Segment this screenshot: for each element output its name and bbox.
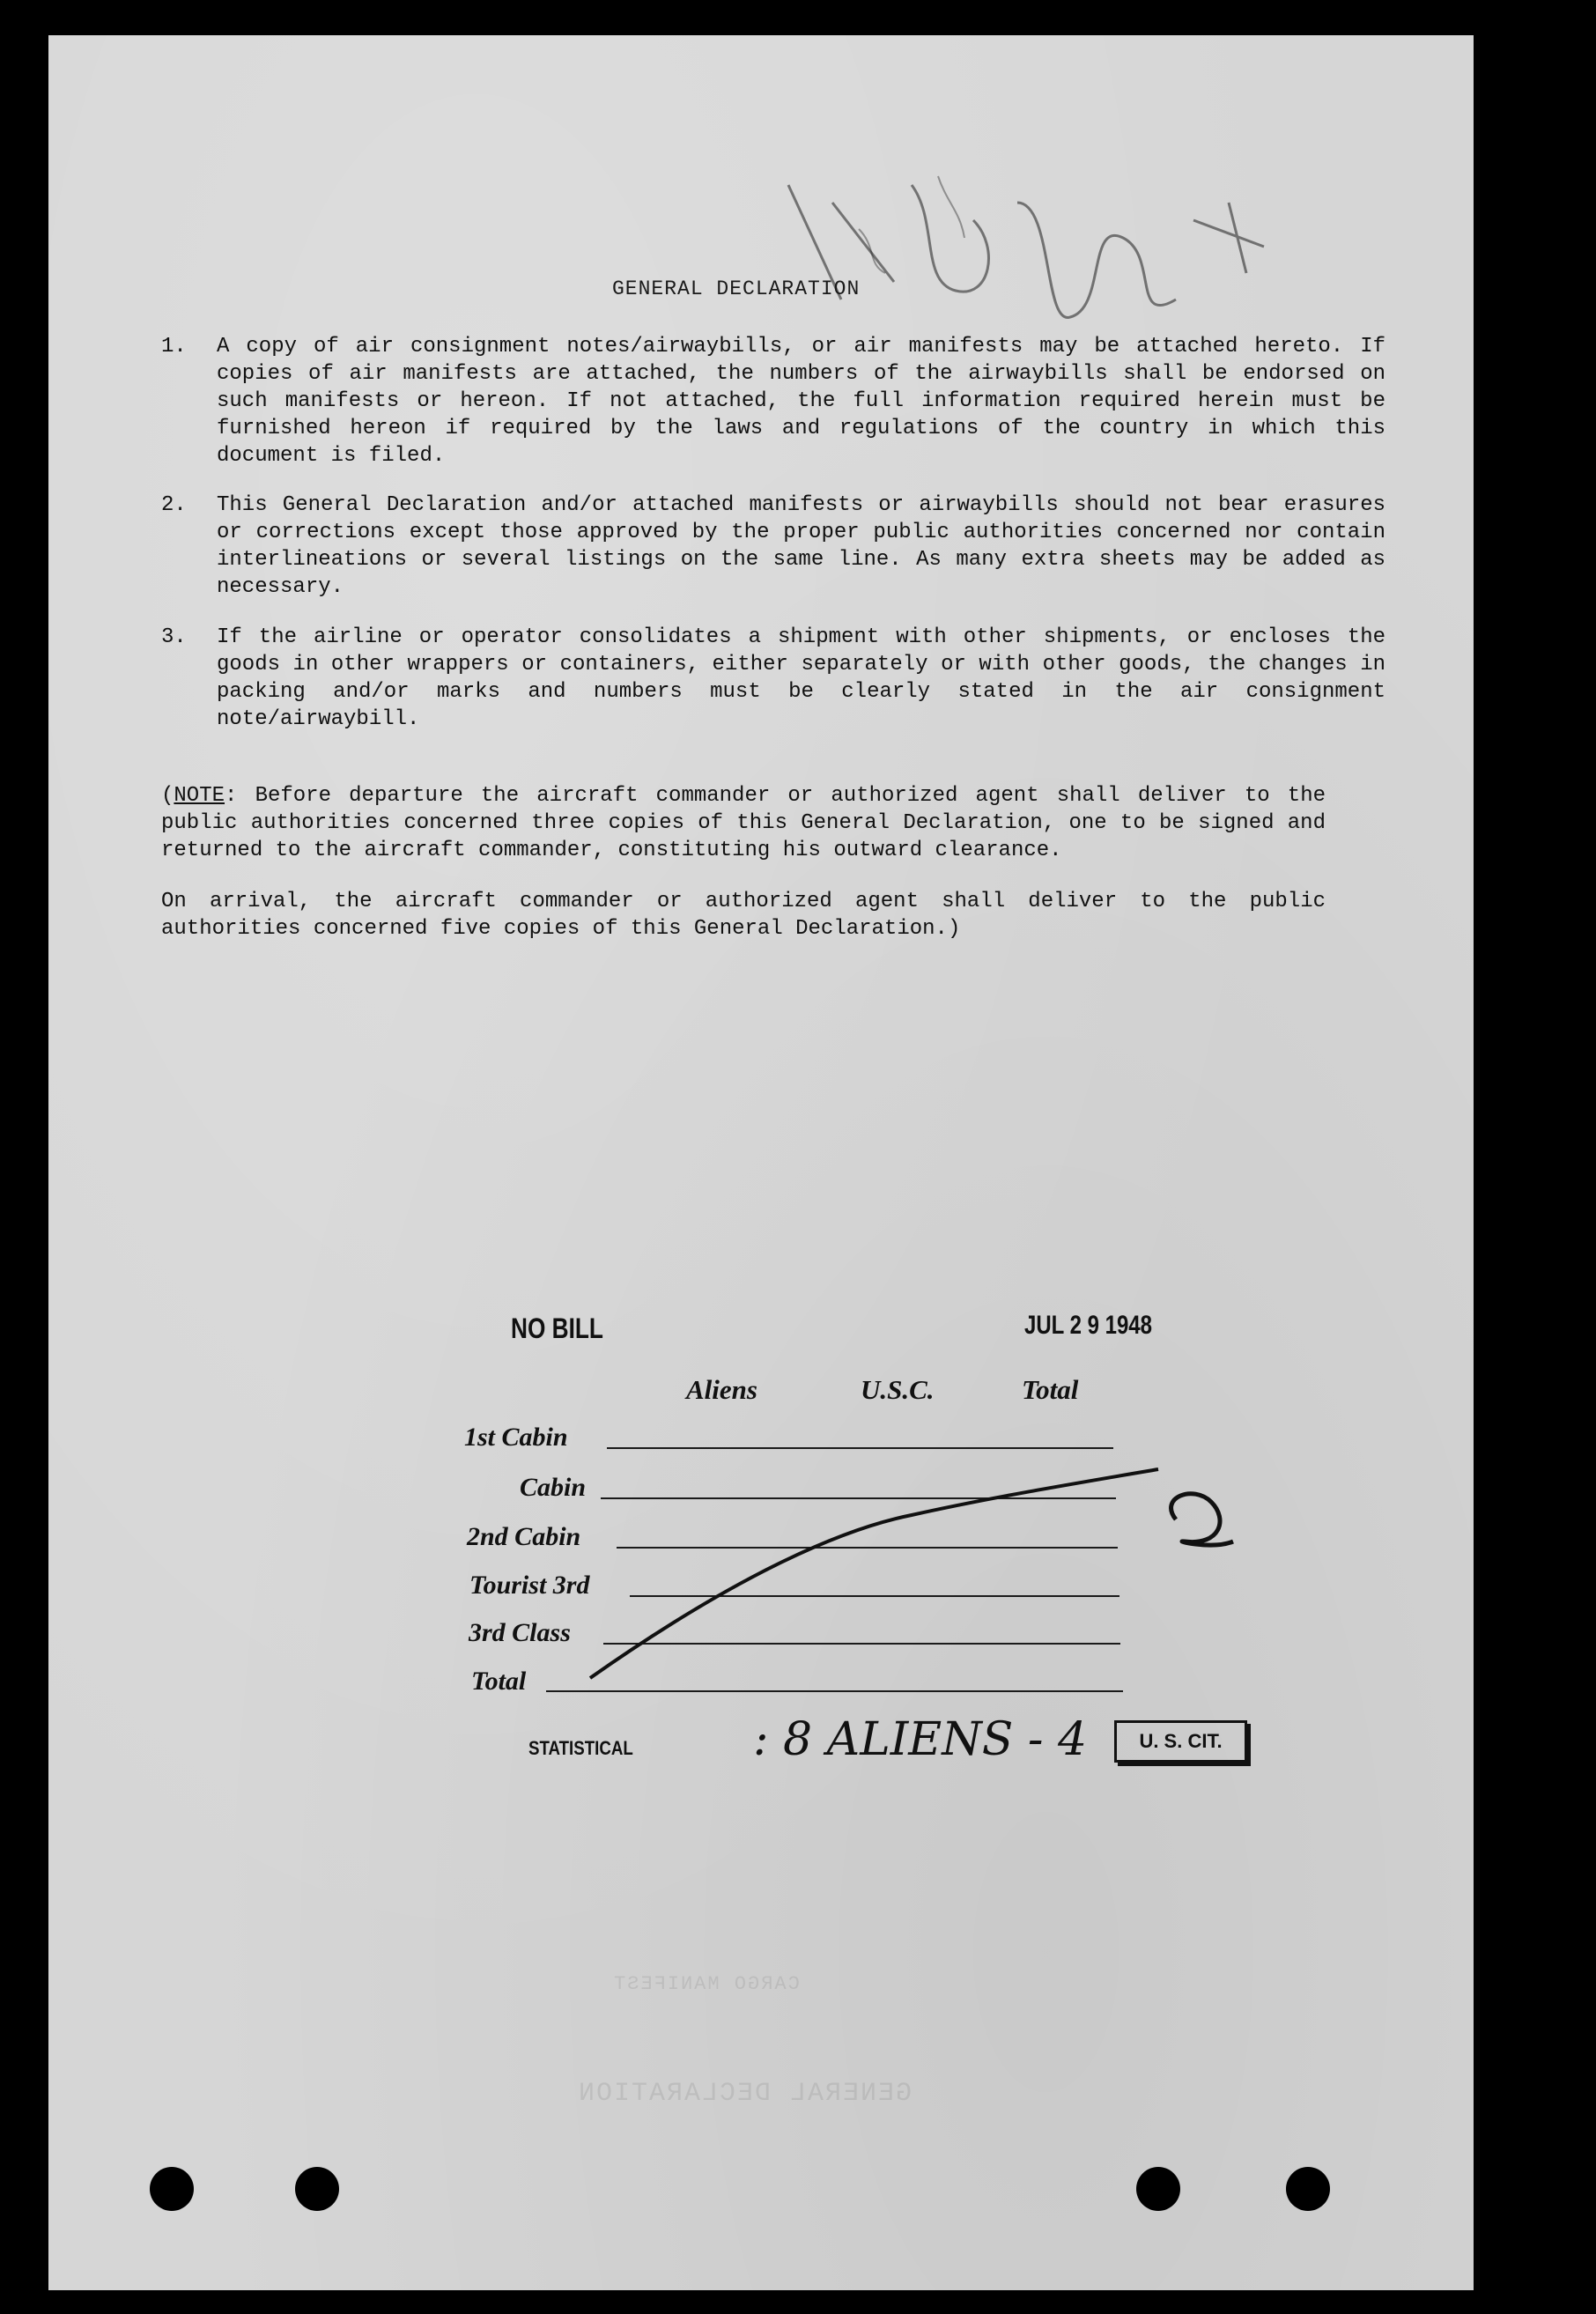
punch-hole [1286,2167,1330,2211]
handwritten-strike-line [577,1445,1193,1709]
column-header-usc: U.S.C. [861,1374,935,1405]
bleed-through-text: GENERAL DECLARATION [577,2079,913,2109]
signature-scribble [735,150,1299,352]
item-text: If the airline or operator consolidates a shipment with other shipments, or encloses the goods in other wrappers or containers, either separately or with other goods, the changes in packing and/or marks and numbers must be clearly stated in the air consignment note/airwaybill. [217,625,1385,731]
us-cit-stamp: U. S. CIT. [1114,1720,1247,1763]
note-paren: ( [161,784,174,808]
punch-hole [295,2167,339,2211]
note-text: : Before departure the aircraft commander or authorized agent shall deliver to the public authorities concerned three copies of this General Declaration, one to be signed and returned to the aircraft commander, constituting his outward clearance. [161,784,1326,862]
column-header-aliens: Aliens [686,1374,757,1405]
item-number: 3. [161,625,187,649]
row-label-cabin: Cabin [520,1473,587,1502]
no-bill-stamp: NO BILL [511,1312,603,1344]
handwritten-alien-count: : 8 ALIENS - 4 [753,1713,1088,1766]
item-number: 1. [161,335,187,359]
item-text: A copy of air consignment notes/airwaybills, or air manifests may be attached hereto. If copies of air manifests are attached, the numbers of the airwaybills shall be endorsed on such manifests or hereon. If not attached, the full information required herein must be furnished hereon if required by the laws and regulations of the country in which this document is filed. [217,335,1385,468]
bleed-through-text: CARGO MANIFEST [612,1973,800,1995]
item-number: 2. [161,493,187,517]
arrival-note-text: On arrival, the aircraft commander or authorized agent shall deliver to the public authorities concerned five copies of this General Declaration.) [161,890,1326,941]
row-label-tourist-3rd: Tourist 3rd [469,1571,590,1600]
punch-hole [150,2167,194,2211]
punch-hole [1136,2167,1180,2211]
row-label-2nd-cabin: 2nd Cabin [467,1522,581,1551]
item-text: This General Declaration and/or attached manifests or airwaybills should not bear erasures or corrections except those approved by the proper public authorities concerned nor contain interlineations or several listings on the same line. As many extra sheets may be added as necessary. [217,493,1385,599]
handwritten-circle-mark [1149,1480,1246,1559]
document-page [48,35,1474,2290]
arrival-note-paragraph [161,888,1326,943]
row-label-3rd-class: 3rd Class [469,1618,571,1647]
document-title: GENERAL DECLARATION [612,277,861,300]
column-header-total: Total [1022,1374,1079,1405]
row-label-1st-cabin: 1st Cabin [464,1423,568,1452]
date-stamp: JUL 2 9 1948 [1024,1311,1152,1340]
statistical-stamp: STATISTICAL [528,1737,633,1759]
row-label-total: Total [471,1667,527,1696]
note-label: NOTE [174,784,225,808]
note-paragraph [161,782,1326,864]
